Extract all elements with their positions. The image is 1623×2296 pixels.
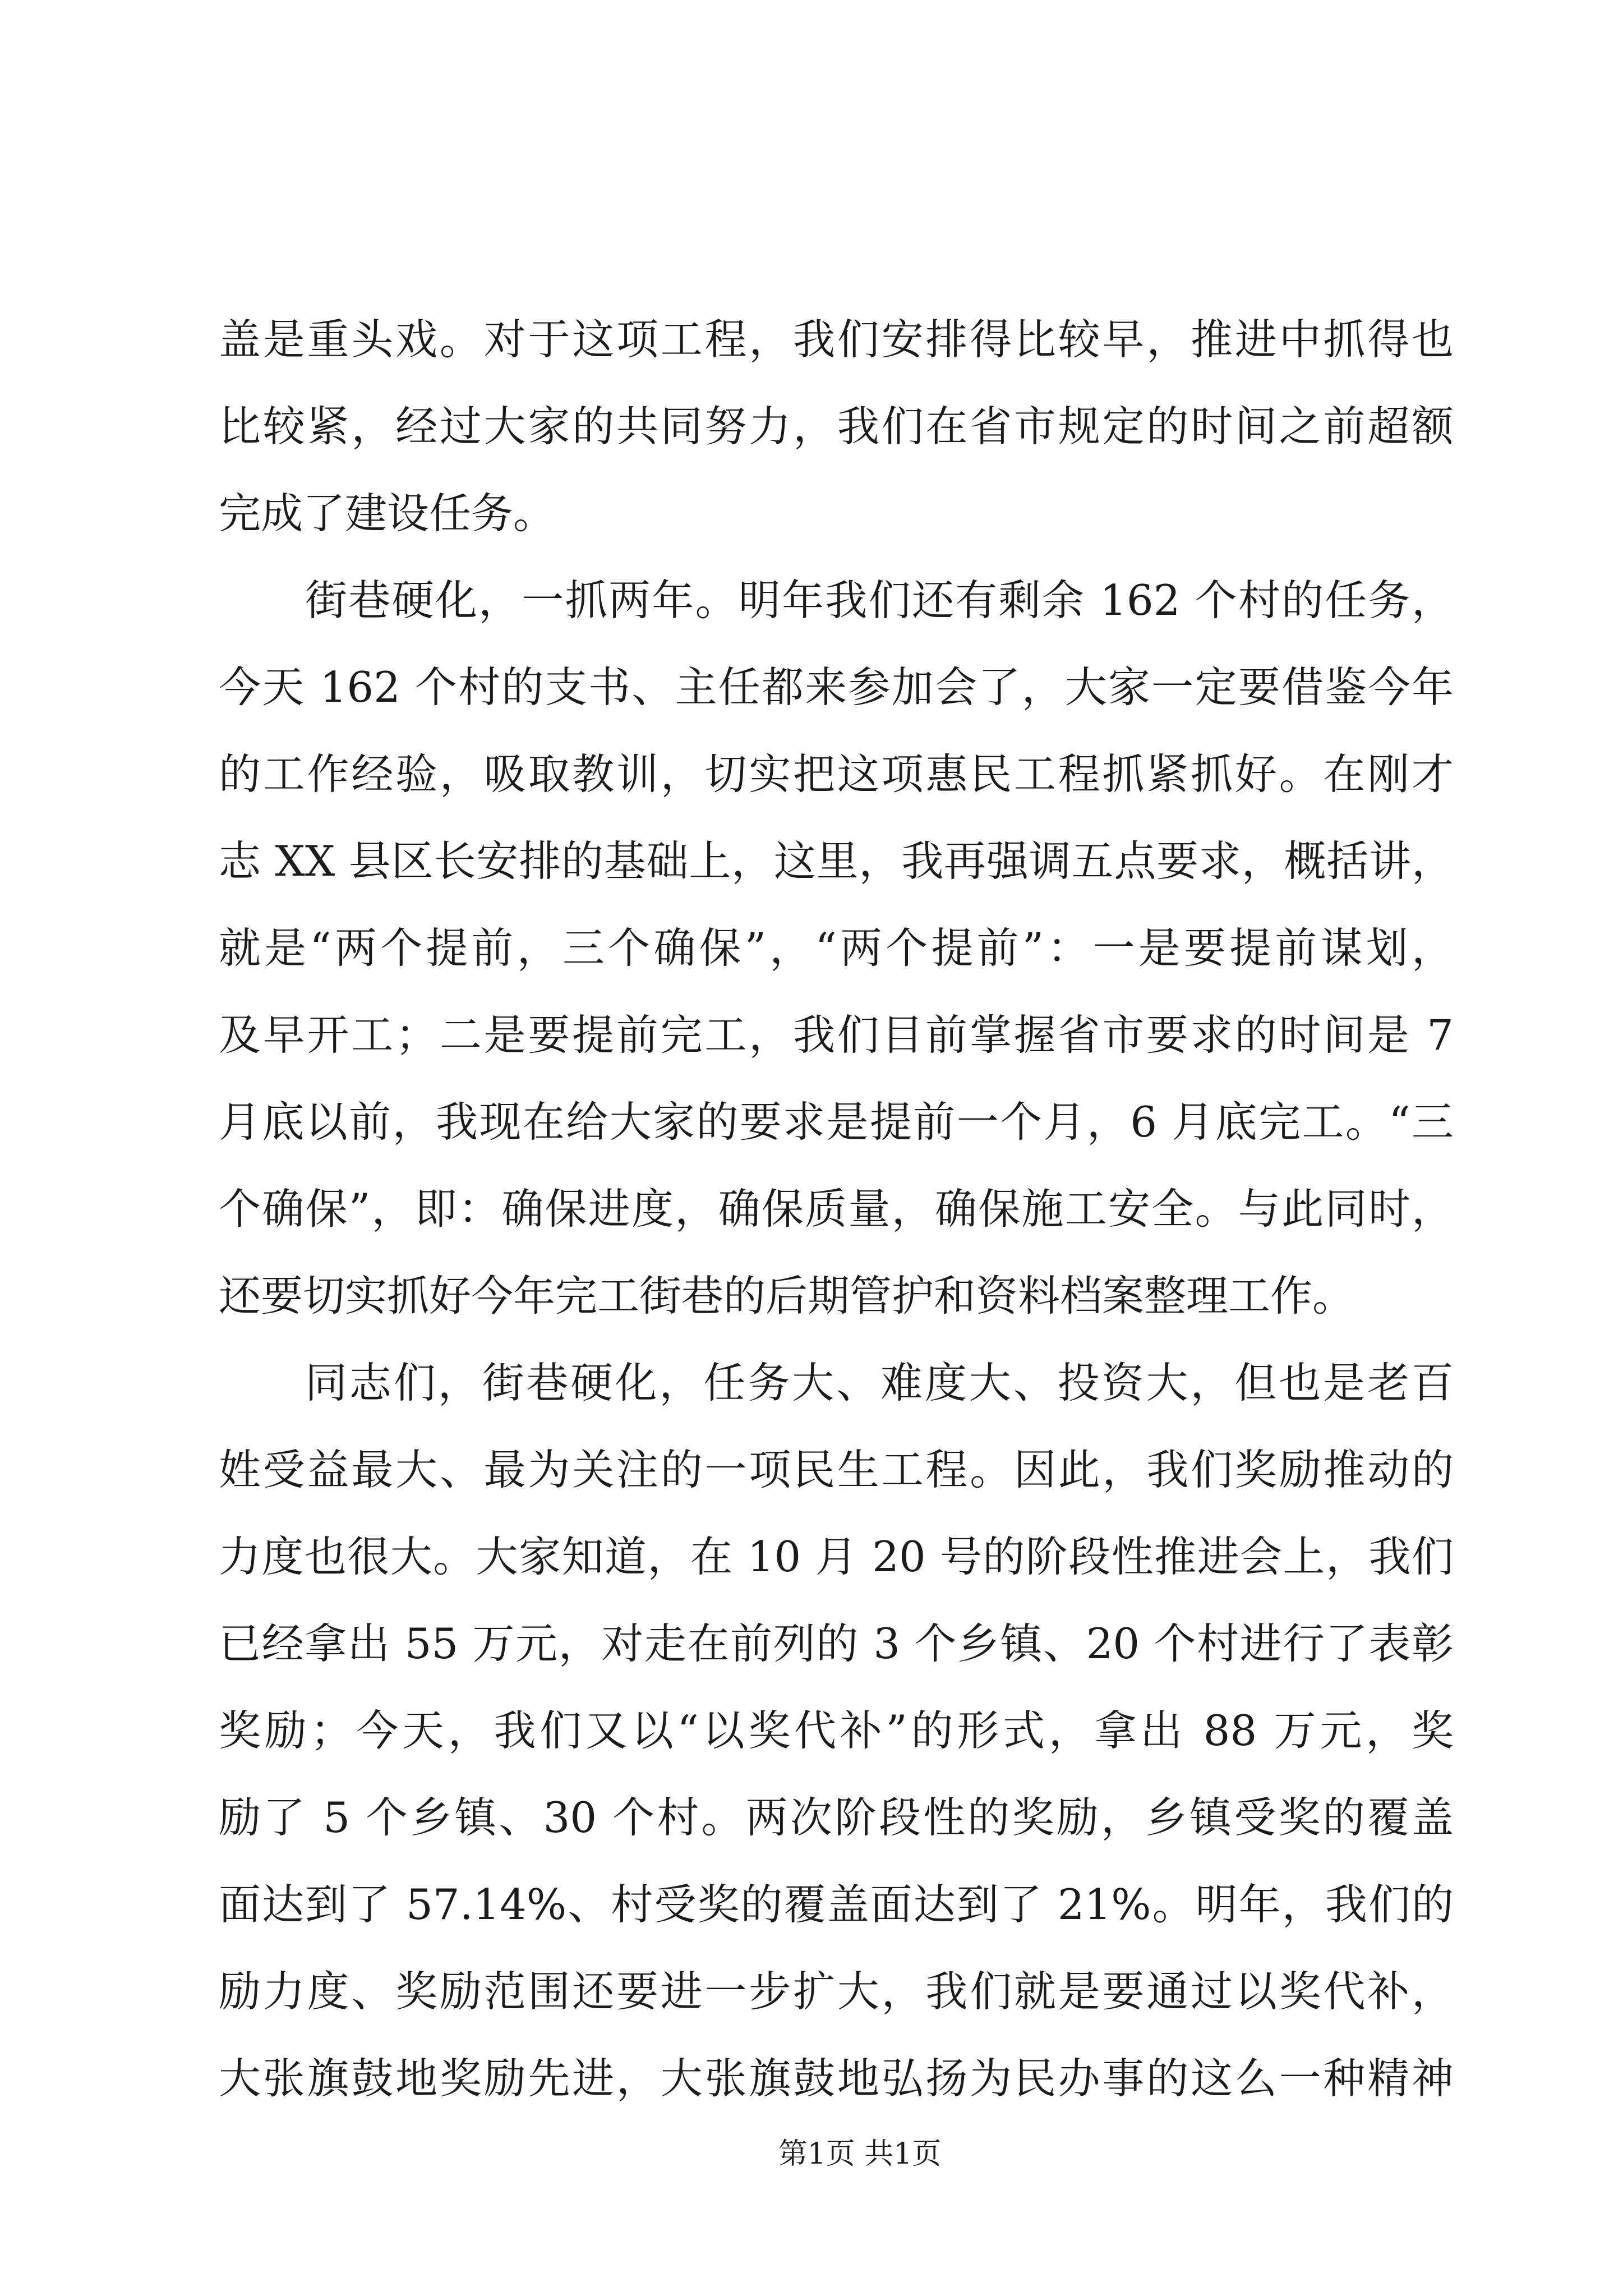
- text-line: 月底以前，我现在给大家的要求是提前一个月，6 月底完工。“三: [219, 1097, 1454, 1147]
- text-line: 街巷硬化，一抓两年。明年我们还有剩余 162 个村的任务，: [305, 576, 1454, 625]
- text-line: 比较紧，经过大家的共同努力，我们在省市规定的时间之前超额: [219, 402, 1454, 451]
- text-line: 还要切实抓好今年完工街巷的后期管护和资料档案整理工作。: [219, 1271, 1355, 1320]
- text-line: 同志们，街巷硬化，任务大、难度大、投资大，但也是老百: [305, 1358, 1454, 1407]
- page-footer: 第1页 共1页: [778, 2137, 942, 2171]
- body-text: [219, 296, 1454, 2122]
- text-line: 励力度、奖励范围还要进一步扩大，我们就是要通过以奖代补，: [219, 1967, 1454, 2016]
- paragraph: [219, 296, 1454, 557]
- paragraph: [219, 557, 1454, 1340]
- text-line: 完成了建设任务。: [219, 489, 556, 538]
- text-line: 个确保”，即：确保进度，确保质量，确保施工安全。与此同时，: [219, 1184, 1454, 1234]
- text-line: 今天 162 个村的支书、主任都来参加会了，大家一定要借鉴今年: [219, 662, 1454, 712]
- text-line: 大张旗鼓地奖励先进，大张旗鼓地弘扬为民办事的这么一种精神: [219, 2054, 1454, 2103]
- paragraph: [219, 1340, 1454, 2122]
- text-line: 及早开工；二是要提前完工，我们目前掌握省市要求的时间是 7: [219, 1010, 1454, 1060]
- text-line: 的工作经验，吸取教训，切实把这项惠民工程抓紧抓好。在刚才: [219, 749, 1454, 799]
- text-line: 志 XX 县区长安排的基础上，这里，我再强调五点要求，概括讲，: [219, 836, 1454, 886]
- text-line: 已经拿出 55 万元，对走在前列的 3 个乡镇、20 个村进行了表彰: [219, 1619, 1454, 1668]
- text-line: 力度也很大。大家知道，在 10 月 20 号的阶段性推进会上，我们: [219, 1532, 1454, 1581]
- text-line: 就是“两个提前，三个确保”，“两个提前”：一是要提前谋划，: [219, 923, 1454, 973]
- text-line: 面达到了 57.14%、村受奖的覆盖面达到了 21%。明年，我们的: [219, 1880, 1454, 1929]
- text-line: 盖是重头戏。对于这项工程，我们安排得比较早，推进中抓得也: [219, 315, 1454, 364]
- text-line: 奖励；今天，我们又以“以奖代补”的形式，拿出 88 万元，奖: [219, 1706, 1454, 1755]
- text-line: 姓受益最大、最为关注的一项民生工程。因此，我们奖励推动的: [219, 1445, 1454, 1494]
- text-line: 励了 5 个乡镇、30 个村。两次阶段性的奖励，乡镇受奖的覆盖: [219, 1793, 1454, 1842]
